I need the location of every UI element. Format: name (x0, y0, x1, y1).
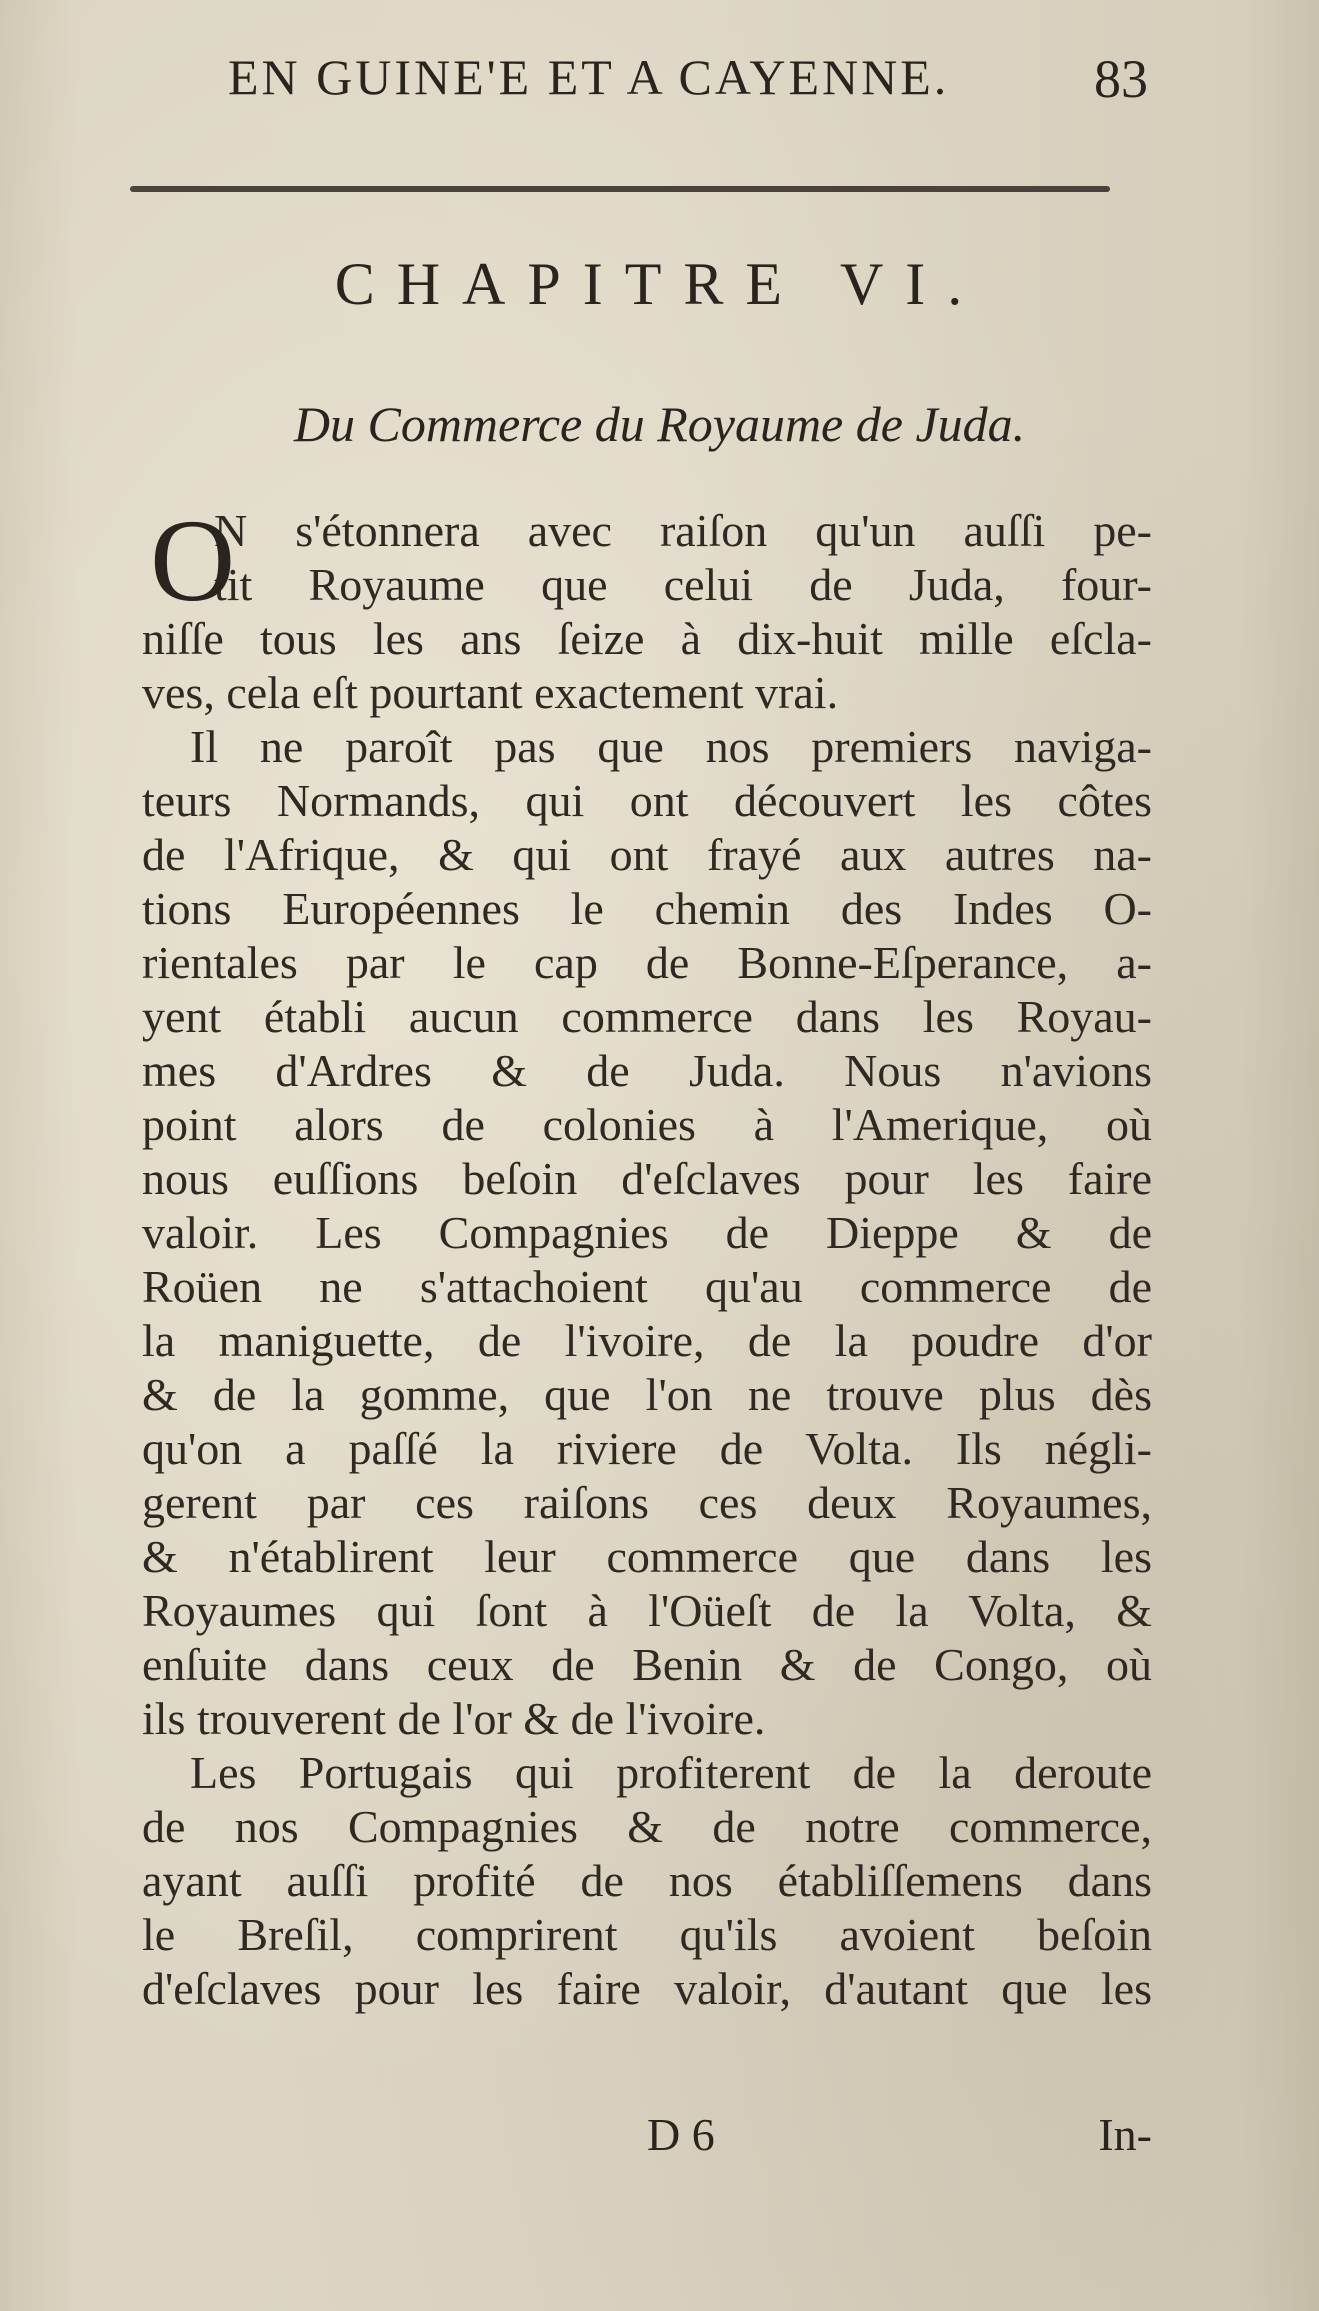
text-line: enſuite dans ceux de Benin & de Congo, où (142, 1639, 1152, 1690)
text-line: de nos Compagnies & de notre commerce, (142, 1801, 1152, 1852)
text-line: Royaumes qui ſont à l'Oüeſt de la Volta, & (142, 1585, 1152, 1636)
text-line: nous euſſions beſoin d'eſclaves pour les faire (142, 1153, 1152, 1204)
text-line: teurs Normands, qui ont découvert les côtes (142, 775, 1152, 826)
text-line: le Breſil, comprirent qu'ils avoient beſoin (142, 1909, 1152, 1960)
text-line: & n'établirent leur commerce que dans les (142, 1531, 1152, 1582)
text-line: de l'Afrique, & qui ont frayé aux autres na- (142, 829, 1152, 880)
text-line: yent établi aucun commerce dans les Royau- (142, 991, 1152, 1042)
text-line: tit Royaume que celui de Juda, four- (214, 559, 1152, 610)
text-line: rientales par le cap de Bonne-Eſperance, a- (142, 937, 1152, 988)
text-line: Les Portugais qui profiterent de la deroute (190, 1747, 1152, 1798)
text-line: & de la gomme, que l'on ne trouve plus dès (142, 1369, 1152, 1420)
drop-cap-initial: O (150, 495, 236, 626)
text-line: valoir. Les Compagnies de Dieppe & de (142, 1207, 1152, 1258)
page-number: 83 (1094, 49, 1148, 109)
text-line: tions Européennes le chemin des Indes O- (142, 883, 1152, 934)
running-title: EN GUINE'E ET A CAYENNE. (228, 49, 950, 105)
text-line: Il ne paroît pas que nos premiers naviga- (190, 721, 1152, 772)
text-line: point alors de colonies à l'Amerique, où (142, 1099, 1152, 1150)
text-line: N s'étonnera avec raiſon qu'un auſſi pe- (214, 505, 1152, 556)
text-line: gerent par ces raiſons ces deux Royaumes, (142, 1477, 1152, 1528)
text-line: Roüen ne s'attachoient qu'au commerce de (142, 1261, 1152, 1312)
header-rule (130, 186, 1110, 192)
text-line: niſſe tous les ans ſeize à dix-huit mille eſcla- (142, 613, 1152, 664)
signature-mark: D 6 (647, 2109, 715, 2160)
text-line: ils trouverent de l'or & de l'ivoire. (142, 1693, 766, 1744)
text-line: qu'on a paſſé la riviere de Volta. Ils négli- (142, 1423, 1152, 1474)
body-text (142, 495, 1152, 2016)
text-line: ves, cela eſt pourtant exactement vrai. (142, 667, 839, 718)
text-line: ayant auſſi profité de nos établiſſemens dans (142, 1855, 1152, 1906)
text-line: d'eſclaves pour les faire valoir, d'autant que les (142, 1963, 1152, 2014)
text-line: mes d'Ardres & de Juda. Nous n'avions (142, 1045, 1152, 1096)
catchword: In- (1098, 2109, 1152, 2160)
text-line: la maniguette, de l'ivoire, de la poudre d'or (142, 1315, 1152, 1366)
page-footer (142, 2108, 1152, 2168)
chapter-subtitle: Du Commerce du Royaume de Juda. (293, 396, 1026, 452)
page-header (228, 48, 1148, 118)
chapter-heading: CHAPITRE VI. (334, 251, 985, 317)
